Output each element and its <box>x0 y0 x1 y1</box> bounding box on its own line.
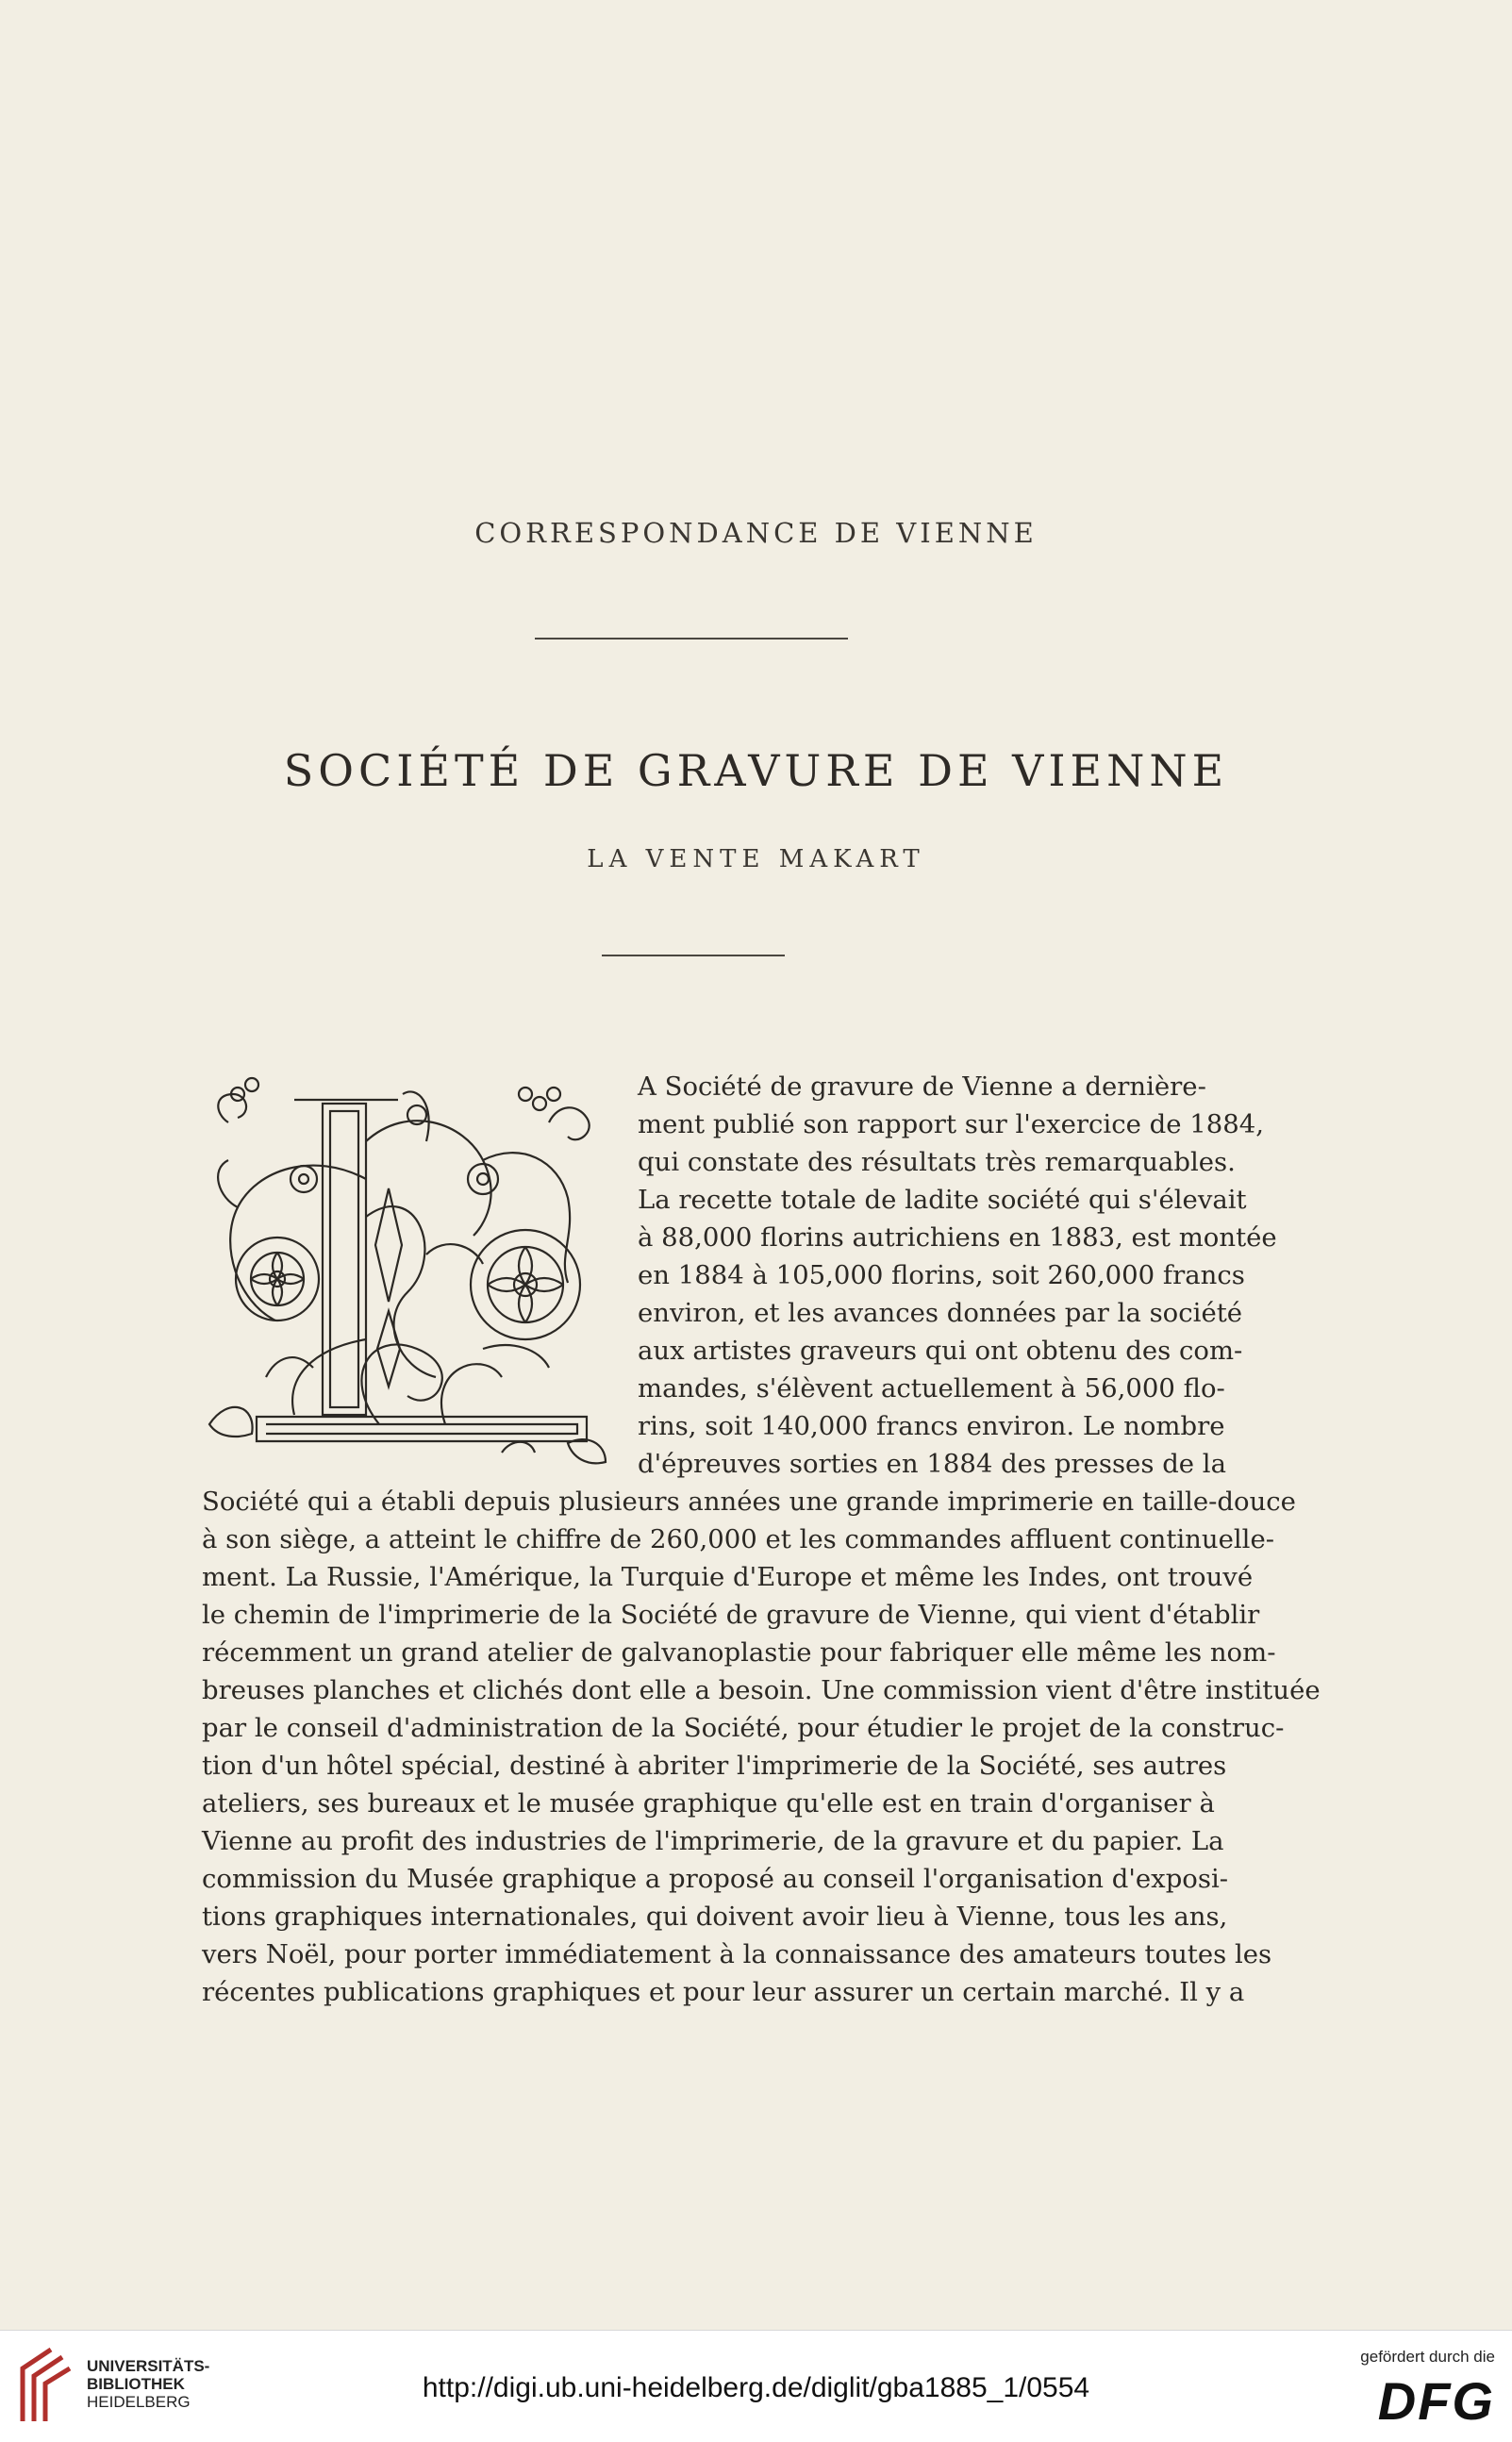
library-line-2: BIBLIOTHEK <box>87 2375 185 2393</box>
text-line: à son siège, a atteint le chiffre de 260,000 et les commandes affluent continuelle- <box>202 1524 1275 1554</box>
text-line: d'épreuves sorties en 1884 des presses de la <box>638 1449 1227 1479</box>
dfg-logo: DFG <box>1377 2371 1495 2431</box>
footer-bar <box>0 2330 1512 2442</box>
text-line: mandes, s'élèvent actuellement à 56,000 flo- <box>638 1373 1225 1404</box>
text-line: commission du Musée graphique a proposé au conseil l'organisation d'exposi- <box>202 1864 1229 1894</box>
permalink-url[interactable]: http://digi.ub.uni-heidelberg.de/diglit/gba1885_1/0554 <box>422 2372 1090 2403</box>
text-line: tion d'un hôtel spécial, destiné à abriter l'imprimerie de la Société, ses autres <box>202 1751 1227 1781</box>
article-subtitle: LA VENTE MAKART <box>587 845 925 873</box>
text-line: à 88,000 florins autrichiens en 1883, est montée <box>638 1222 1277 1253</box>
text-line: Société qui a établi depuis plusieurs années une grande imprimerie en taille-douce <box>202 1487 1296 1517</box>
text-line: Vienne au profit des industries de l'imprimerie, de la gravure et du papier. La <box>202 1826 1224 1856</box>
text-line: vers Noël, pour porter immédiatement à la connaissance des amateurs toutes les <box>202 1939 1272 1969</box>
text-line: La recette totale de ladite société qui s'élevait <box>638 1185 1247 1215</box>
ornamental-letter-L-icon <box>200 1066 615 1473</box>
text-line: ment publié son rapport sur l'exercice de 1884, <box>638 1109 1264 1139</box>
text-line: qui constate des résultats très remarquables. <box>638 1147 1236 1177</box>
text-line: par le conseil d'administration de la Société, pour étudier le projet de la construc- <box>202 1713 1285 1743</box>
text-line: le chemin de l'imprimerie de la Société de gravure de Vienne, qui vient d'établir <box>202 1600 1260 1630</box>
text-line: aux artistes graveurs qui ont obtenu des com- <box>638 1336 1243 1366</box>
article-title: SOCIÉTÉ DE GRAVURE DE VIENNE <box>283 745 1229 796</box>
divider-rule-bottom <box>602 955 785 956</box>
text-line: rins, soit 140,000 francs environ. Le nombre <box>638 1411 1225 1441</box>
text-line: ment. La Russie, l'Amérique, la Turquie d'Europe et même les Indes, ont trouvé <box>202 1562 1254 1592</box>
text-line: récentes publications graphiques et pour leur assurer un certain marché. Il y a <box>202 1977 1245 2007</box>
funder-caption: gefördert durch die <box>1360 2348 1495 2366</box>
text-line: environ, et les avances données par la société <box>638 1298 1243 1328</box>
text-line: tions graphiques internationales, qui doivent avoir lieu à Vienne, tous les ans, <box>202 1902 1228 1932</box>
text-line: breuses planches et clichés dont elle a besoin. Une commission vient d'être instituée <box>202 1675 1321 1705</box>
text-line: récemment un grand atelier de galvanoplastie pour fabriquer elle même les nom- <box>202 1637 1276 1668</box>
divider-rule-top <box>535 638 848 640</box>
text-line: en 1884 à 105,000 florins, soit 260,000 francs <box>638 1260 1245 1290</box>
library-line-1: UNIVERSITÄTS- <box>87 2357 210 2375</box>
section-heading: CORRESPONDANCE DE VIENNE <box>474 517 1038 549</box>
text-line: ateliers, ses bureaux et le musée graphique qu'elle est en train d'organiser à <box>202 1788 1215 1819</box>
library-line-3: HEIDELBERG <box>87 2393 191 2411</box>
text-line: A Société de gravure de Vienne a dernière- <box>638 1071 1206 1102</box>
